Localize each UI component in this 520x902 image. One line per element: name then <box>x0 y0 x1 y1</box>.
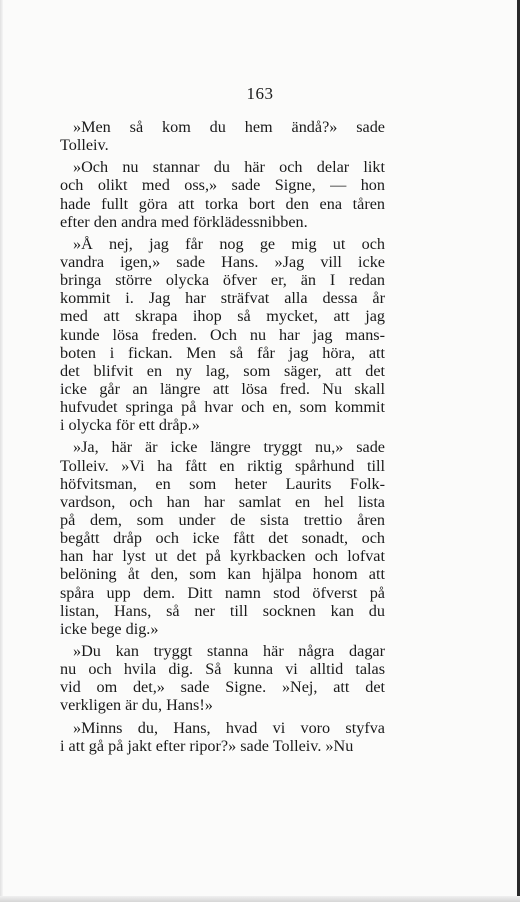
text-line: vandra igen,» sade Hans. »Jag vill icke <box>60 252 385 271</box>
text-line: verkligen är du, Hans!» <box>60 696 213 715</box>
text-line: »Minns du, Hans, hvad vi voro styfva <box>73 718 385 737</box>
text-line: nu och hvila dig. Så kunna vi alltid talas <box>60 660 385 679</box>
scan-edge-left <box>0 0 3 902</box>
text-line: efter den andra med förklädessnibben. <box>60 212 308 231</box>
text-line: kommit i. Jag har sträfvat alla dessa år <box>60 289 385 308</box>
text-line: hade fullt göra att torka bort den ena tåren <box>60 194 385 213</box>
text-line: spåra upp dem. Ditt namn stod öfverst på <box>60 583 385 602</box>
text-line: vid om det,» sade Signe. »Nej, att det <box>60 678 385 697</box>
text-line: listan, Hans, så ner till socknen kan du <box>60 601 385 620</box>
text-line: vardson, och han har samlat en hel lista <box>60 492 385 511</box>
text-line: på dem, som under de sista trettio åren <box>60 510 385 529</box>
paragraph <box>60 642 385 715</box>
text-line: »Och nu stannar du här och delar likt <box>73 158 385 177</box>
text-line: bringa större olycka öfver er, än I redan <box>60 271 385 290</box>
text-line: icke bege dig.» <box>60 619 159 638</box>
page-number: 163 <box>246 84 274 103</box>
text-line: begått dråp och icke fått det sonadt, och <box>60 529 385 548</box>
text-line: med att skrapa ihop så mycket, att jag <box>60 307 385 326</box>
paragraph <box>60 158 385 231</box>
body-text <box>60 118 385 755</box>
text-line: höfvitsman, en som heter Laurits Folk- <box>60 474 385 493</box>
paragraph <box>60 235 385 435</box>
text-line: Tolleiv. »Vi ha fått en riktig spårhund till <box>60 456 385 475</box>
paragraph <box>60 118 385 154</box>
text-line: i olycka för ett dråp.» <box>60 416 200 435</box>
text-line: »Men så kom du hem ändå?» sade <box>73 118 385 136</box>
scan-edge-bottom <box>0 896 520 902</box>
text-line: belöning åt den, som kan hjälpa honom att <box>60 565 385 584</box>
text-line: »Ja, här är icke längre tryggt nu,» sade <box>73 438 385 457</box>
text-line: Tolleiv. <box>60 136 109 155</box>
text-line: det blifvit en ny lag, som säger, att det <box>60 361 385 380</box>
paragraph <box>60 438 385 638</box>
text-line: och olikt med oss,» sade Signe, — hon <box>60 176 385 195</box>
text-line: »Å nej, jag får nog ge mig ut och <box>73 234 385 253</box>
text-line: icke går an längre att lösa fred. Nu skall <box>60 379 385 398</box>
text-line: i att gå på jakt efter ripor?» sade Tolleiv. »Nu <box>60 736 354 755</box>
text-line: »Du kan tryggt stanna här några dagar <box>73 641 385 660</box>
text-line: hufvudet springa på hvar och en, som kommit <box>60 398 385 417</box>
text-line: han har lyst ut det på kyrkbacken och lofvat <box>60 547 385 566</box>
text-line: boten i fickan. Men så får jag höra, att <box>60 343 385 362</box>
paragraph <box>60 719 385 755</box>
text-line: kunde lösa freden. Och nu har jag mans- <box>60 325 385 344</box>
